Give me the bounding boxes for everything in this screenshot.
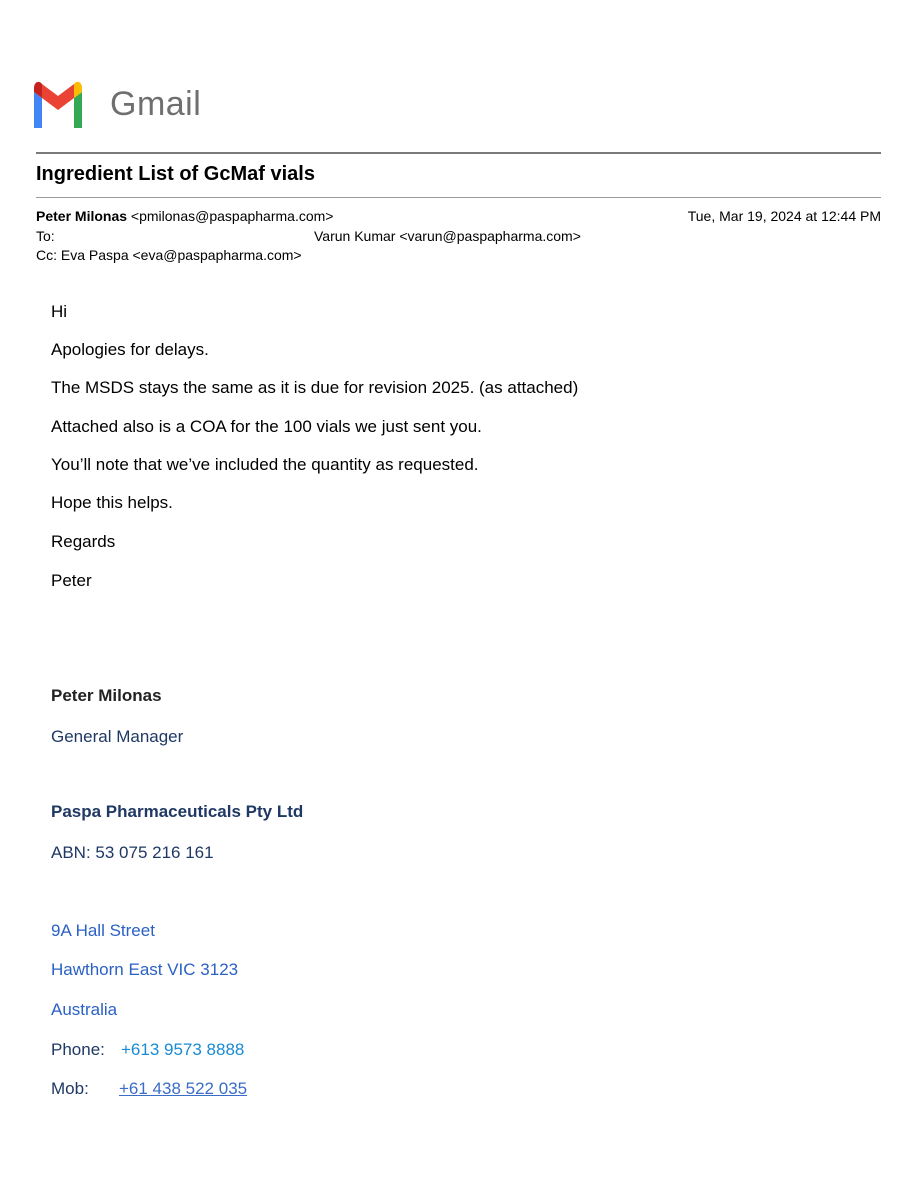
body-line: Hope this helps.: [51, 493, 173, 512]
address-street[interactable]: 9A Hall Street: [51, 921, 155, 940]
body-line: The MSDS stays the same as it is due for revision 2025. (as attached): [51, 378, 579, 397]
header-divider: [36, 152, 881, 154]
phone-label: Phone:: [51, 1040, 105, 1059]
subject-divider: [36, 197, 881, 198]
signature-name: Peter Milonas: [51, 686, 162, 705]
body-line: You’ll note that we’ve included the quantity as requested.: [51, 455, 479, 474]
email-subject: Ingredient List of GcMaf vials: [36, 163, 315, 185]
email-date: Tue, Mar 19, 2024 at 12:44 PM: [687, 208, 881, 224]
mobile-label: Mob:: [51, 1079, 89, 1098]
address-city[interactable]: Hawthorn East VIC 3123: [51, 960, 239, 979]
sender-line: [36, 207, 333, 225]
cc-line: Cc: Eva Paspa <eva@paspapharma.com>: [36, 247, 302, 263]
mobile-link[interactable]: +61 438 522 035: [119, 1079, 248, 1098]
phone-link[interactable]: +613 9573 8888: [121, 1040, 245, 1059]
mobile-row: [51, 1079, 311, 1099]
to-label: To:: [36, 228, 55, 244]
gmail-m-icon: [30, 80, 86, 128]
signature-company: Paspa Pharmaceuticals Pty Ltd: [51, 802, 304, 821]
sender-name: Peter Milonas: [36, 208, 128, 224]
signature-title: General Manager: [51, 727, 184, 746]
body-line: Attached also is a COA for the 100 vials we just sent you.: [51, 417, 482, 436]
to-recipient: Varun Kumar <varun@paspapharma.com>: [314, 228, 581, 244]
body-line: Regards: [51, 532, 116, 551]
phone-row: [51, 1040, 311, 1060]
body-line: Hi: [51, 302, 68, 321]
address-country[interactable]: Australia: [51, 1000, 118, 1019]
body-line: Apologies for delays.: [51, 340, 209, 359]
body-line: Peter: [51, 571, 92, 590]
sender-email: <pmilonas@paspapharma.com>: [130, 208, 334, 224]
signature-abn: ABN: 53 075 216 161: [51, 843, 214, 862]
gmail-logo: [30, 80, 201, 128]
gmail-wordmark: Gmail: [110, 84, 202, 123]
